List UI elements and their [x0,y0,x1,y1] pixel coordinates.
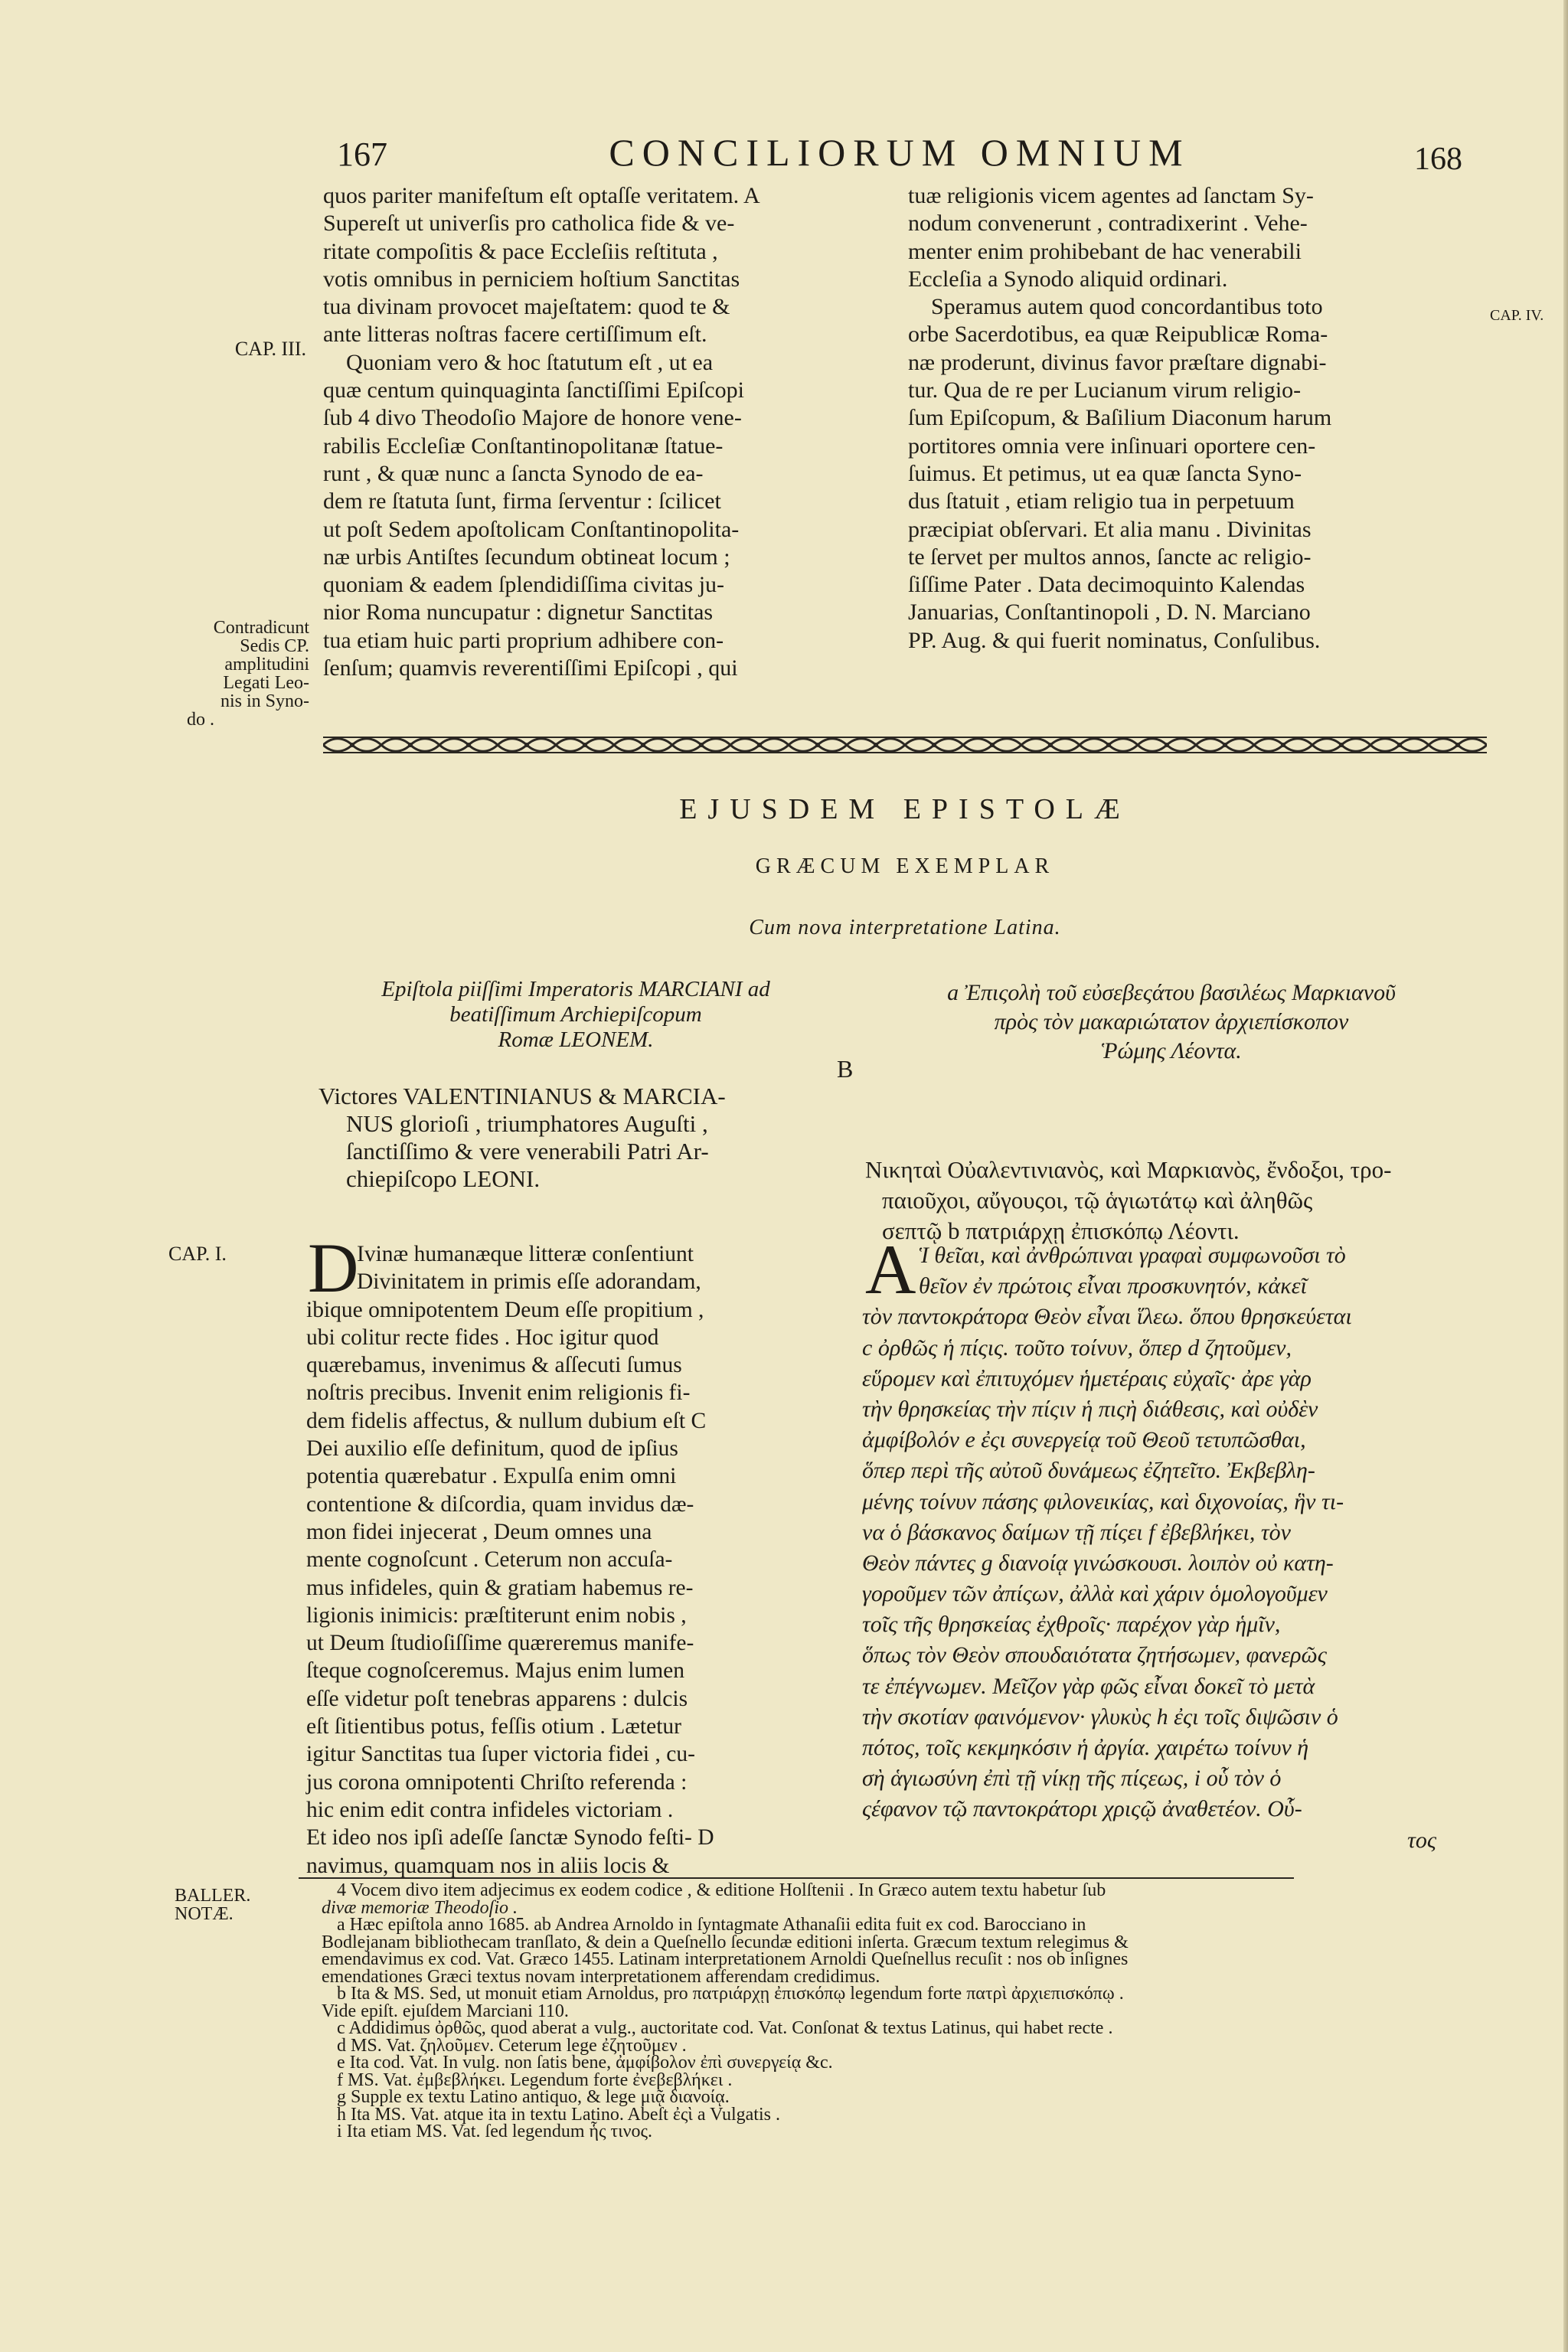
footnote-line: Bodlejanam bibliothecam tranſlato, & dein a Queſnello ſecundæ editioni inſerta. Græcum textum relegimus & [322,1932,1129,1952]
footnote-rule [299,1877,1294,1879]
footnote-line: h Ita MS. Vat. atque ita in textu Latino. Abeſt ἐςὶ a Vulgatis . [337,2104,780,2125]
margin-line: Legati Leo- [223,673,309,693]
text-line: ὅπως τὸν Θεὸν σπουδαιότατα ζητήσωμεν, φανερῶς [862,1642,1327,1668]
text-line: næ urbis Antiſtes ſecundum obtineat locum ; [323,544,730,570]
footnote-line: e Ita cod. Vat. In vulg. non ſatis bene, ἀμφίβολον ἐπὶ συνεργείᾳ &c. [337,2053,833,2073]
footnote-line: a Hæc epiſtola anno 1685. ab Andrea Arnoldo in ſyntagmate Athanaſii edita fuit ex cod. Barocciano in [337,1915,1086,1935]
greek-address [865,1155,1478,1246]
greek-letter-title [873,978,1470,1066]
text-line: mente cognoſcunt . Ceterum non accuſa- [306,1547,673,1573]
margin-letter-b: B [837,1055,854,1083]
text-line: præcipiat obſervari. Et alia manu . Divinitas [908,516,1312,542]
footnote-line: c Addidimus ὀρθῶς, quod aberat a vulg., auctoritate cod. Vat. Conſonat & textus Latinus, qui habet recte . [337,2018,1113,2038]
text-line: nodum convenerunt , contradixerint . Vehe- [908,211,1308,237]
margin-line: NOTÆ. [175,1904,234,1924]
text-line: ſteque cognoſceremus. Majus enim lumen [306,1658,684,1684]
margin-line: Contradicunt [213,618,309,638]
text-line: igitur Sanctitas tua ſuper victoria fidei , cu- [306,1742,695,1767]
drop-cap-greek: Α [865,1230,916,1308]
text-line: μένης τοίνυν πάσης φιλονεικίας, καὶ διχονοίας, ἣν τι- [862,1488,1344,1514]
title-line: Romæ LEONEM. [498,1027,654,1052]
address-line: παιοῦχοι, αὔγουςοι, τῷ ἁγιωτάτῳ καὶ ἀληθῶς [882,1187,1313,1214]
section-subtitle-italic: Cum nova interpretatione Latina. [749,916,1061,939]
text-line: θεῖον ἐν πρώτοις εἶναι προσκυνητόν, κἀκεῖ [919,1273,1307,1299]
text-line: eſſe videtur poſt tenebras apparens : dulcis [306,1686,688,1711]
margin-baller-notae [175,1886,282,1923]
text-line: γοροῦμεν τῶν ἀπίςων, ἀλλὰ καὶ χάριν ὁμολογοῦμεν [862,1581,1328,1607]
text-line: mus infideles, quin & gratiam habemus re- [306,1575,694,1600]
address-line: Νικηταὶ Οὐαλεντινιανὸς, καὶ Μαρκιανὸς, ἔνδοξοι, τρο- [865,1156,1392,1183]
text-line: quærebamus, invenimus & aſſecuti ſumus [306,1353,682,1378]
section-title: EJUSDEM EPISTOLÆ [679,793,1131,825]
text-line: menter enim prohibebant de hac venerabili [908,238,1302,264]
text-line: εὕρομεν καὶ ἐπιτυχόμεν ἡμετέραις εὐχαῖς· ἀρε γὰρ [862,1365,1312,1391]
text-line: τε ἐπέγνωμεν. Μεῖζον γὰρ φῶς εἶναι δοκεῖ τὸ μετὰ [862,1673,1315,1699]
address-line: chiepiſcopo LEONI. [346,1165,541,1192]
text-line: ὅπερ περὶ τῆς αὐτοῦ δυνάμεως ἐζητεῖτο. Ἐκβεβλη- [862,1458,1315,1484]
text-line: mon fidei injecerat , Deum omnes una [306,1519,652,1544]
footnote-line: g Supple ex textu Latino antiquo, & lege μιᾷ διανοίᾳ. [337,2087,730,2107]
text-line: potentia quærebatur . Expulſa enim omni [306,1464,677,1489]
address-line: NUS glorioſi , triumphatores Auguſti , [346,1110,708,1137]
text-line: Januarias, Conſtantinopoli , D. N. Marciano [908,599,1311,626]
text-line: tuæ religionis vicem agentes ad ſanctam Sy- [908,183,1314,208]
text-line: πότος, τοῖς κεκμηκόσιν ἡ ἀργία. χαιρέτω τοίνυν ἡ [862,1735,1309,1760]
text-line: ſenſum; quamvis reverentiſſimi Epiſcopi , qui [323,655,738,681]
text-line: runt , & quæ nunc a ſancta Synodo de ea- [323,460,704,486]
running-title: CONCILIORUM OMNIUM [609,131,1191,174]
text-line: tua divinam provocet majeſtatem: quod te & [323,294,730,320]
top-right-column [908,182,1490,655]
margin-line: do . [187,710,214,730]
latin-body [306,1229,888,1880]
text-line: votis omnibus in perniciem hoſtium Sanctitas [323,266,740,292]
address-line: ſanctiſſimo & vere venerabili Patri Ar- [346,1138,709,1165]
text-line: ibique omnipotentem Deum eſſe propitium , [306,1297,704,1322]
text-line: rabilis Eccleſiæ Conſtantinopolitanæ ſtatue- [323,433,724,459]
drop-cap-latin: D [308,1229,359,1307]
footnote-line: b Ita & MS. Sed, ut monuit etiam Arnoldus, pro πατριάρχῃ ἐπισκόπῳ legendum forte πατρὶ ἀρχιεπισκόπῳ . [337,1984,1124,2004]
address-line: Victores VALENTINIANUS & MARCIA- [318,1083,726,1109]
text-line: jus corona omnipotenti Chriſto referenda : [306,1769,688,1795]
text-line: τος [1407,1827,1436,1853]
text-line: nior Roma nuncupatur : dignetur Sanctitas [323,599,714,626]
text-line: Ἱ θεῖαι, καὶ ἀνθρώπιναι γραφαὶ συμφωνοῦσι τὸ [919,1243,1346,1268]
text-line: ſum Epiſcopum, & Baſilium Diaconum harum [908,405,1332,431]
title-line: Ῥώμης Λέοντα. [1101,1038,1242,1063]
footnote-line: f MS. Vat. ἐμβεβλήκει. Legendum forte ἐνεβεβλήκει . [337,2069,733,2090]
latin-address [318,1083,867,1193]
title-line: πρὸς τὸν μακαριώτατον ἀρχιεπίσκοπον [994,1009,1349,1034]
text-line: PP. Aug. & qui fuerit nominatus, Conſulibus. [908,627,1321,653]
text-line: Ivinæ humanæque litteræ conſentiunt [357,1242,694,1266]
ornamental-band [323,735,1487,755]
text-line: næ proderunt, divinus favor præſtare dignabi- [908,349,1327,375]
text-line: τὴν θρησκείας τὴν πίςιν ἡ πιςὴ διάθεσις, καὶ οὐδὲν [862,1396,1318,1422]
title-line: beatiſſimum Archiepiſcopum [449,1002,702,1027]
text-line: Eccleſia a Synodo aliquid ordinari. [908,266,1228,292]
text-line: eſt ſitientibus potus, feſſis otium . Lætetur [306,1714,681,1740]
text-line: orbe Sacerdotibus, ea quæ Reipublicæ Roma- [908,322,1328,348]
text-line: noſtris precibus. Invenit enim religionis fi- [306,1380,691,1406]
latin-letter-title [323,977,828,1053]
text-line: tur. Qua de re per Lucianum virum religio- [908,377,1302,403]
margin-line: amplitudini [224,655,309,675]
text-line: contentione & diſcordia, quam invidus dæ- [306,1491,694,1517]
running-header [337,130,1462,184]
text-line: quæ centum quinquaginta ſanctiſſimi Epiſcopi [323,377,744,403]
text-line: ritate compoſitis & pace Eccleſiis reſtituta , [323,238,718,264]
text-line: τοῖς τῆς θρησκείας ἐχθροῖς· παρέχον γὰρ ἡμῖν, [862,1612,1281,1638]
footnote-line: emendavimus ex cod. Vat. Græco 1455. Latinam interpretationem Arnoldi Queſnellus recuſit : nos ob inſignes [322,1949,1129,1969]
text-line: ſuimus. Et petimus, ut ea quæ ſancta Syno- [908,460,1302,486]
text-line: ligionis inimicis: præſtiterunt enim nobis , [306,1602,687,1628]
margin-cap-iii: CAP. III. [234,338,306,360]
text-line: ſiſſime Pater . Data decimoquinto Kalendas [908,572,1305,598]
text-line: τὴν σκοτίαν φαινόμενον· γλυκὺς h ἐςι τοῖς διψῶσιν ὁ [862,1704,1338,1730]
address-line: σεπτῷ b πατριάρχῃ ἐπισκόπῳ Λέοντι. [882,1217,1240,1244]
margin-contradicunt [182,619,309,729]
text-line: tua etiam huic parti proprium adhibere con- [323,627,724,653]
footnote-line: 4 Vocem divo item adjecimus ex eodem codice , & editione Holſtenii . In Græco autem textu habetur ſub [337,1880,1106,1900]
footnote-line: divæ memoriæ Theodoſio . [322,1897,518,1918]
section-subtitle: GRÆCUM EXEMPLAR [755,854,1055,878]
text-line: portitores omnia vere inſinuari oportere cen- [908,433,1316,459]
text-line: quos pariter manifeſtum eſt optaſſe veritatem. A [323,183,760,208]
text-line: σὴ ἁγιωσύνη ἐπὶ τῇ νίκῃ τῆς πίςεως, i οὗ τὸν ὁ [862,1766,1282,1792]
footnote-line: i Ita etiam MS. Vat. ſed legendum ἧς τινος. [337,2122,653,2141]
text-line: ubi colitur recte fides . Hoc igitur quod [306,1325,659,1350]
text-line: Θεὸν πάντες g διανοίᾳ γινώσκουσι. λοιπὸν οὐ κατη- [862,1550,1334,1576]
text-line: ut poſt Sedem apoſtolicam Conſtantinopolita- [323,516,740,542]
page-number-left: 167 [337,136,387,173]
page-number-right: 168 [1414,142,1462,177]
text-line: c ὀρθῶς ἡ πίςις. τοῦτο τοίνυν, ὅπερ d ζητοῦμεν, [862,1334,1292,1361]
margin-line: Sedis CP. [240,636,309,656]
text-line: ςέφανον τῷ παντοκράτορι χριςῷ ἀναθετέον. Οὗ- [862,1796,1302,1822]
margin-cap-i: CAP. I. [168,1243,227,1265]
page-edge [1563,0,1568,2352]
text-line: dem fidelis affectus, & nullum dubium eſt C [306,1408,707,1433]
title-line: Epiſtola piiſſimi Imperatoris MARCIANI ad [381,977,770,1001]
top-left-column [323,182,874,682]
text-line: dem re ſtatuta ſunt, firma ſerventur : ſcilicet [323,488,721,514]
text-line: dus ſtatuit , etiam religio tua in perpetuum [908,488,1295,514]
text-line: ut Deum ſtudioſiſſime quæreremus manife- [306,1631,694,1656]
text-line: navimus, quamquam nos in aliis locis & [306,1853,670,1878]
text-line: να ὁ βάσκανος δαίμων τῇ πίςει f ἐβεβλήκει, τὸν [862,1519,1291,1545]
title-line: a Ἐπιςολὴ τοῦ εὐσεβεςάτου βασιλέως Μαρκιανοῦ [947,980,1396,1005]
text-line: quoniam & eadem ſplendidiſſima civitas ju- [323,572,725,598]
text-line: τὸν παντοκράτορα Θεὸν εἶναι ἵλεω. ὅπου θρησκεύεται [862,1304,1352,1330]
margin-line: nis in Syno- [220,691,309,711]
margin-cap-iv: CAP. IV. [1490,307,1544,324]
text-line: Speramus autem quod concordantibus toto [931,294,1323,320]
text-line: ante litteras noſtras facere certiſſimum eſt. [323,322,707,348]
text-line: Quoniam vero & hoc ſtatutum eſt , ut ea [346,349,714,375]
footnote-line: emendationes Græci textus novam interpretationem afferendam credidimus. [322,1966,880,1987]
footnote-line: d MS. Vat. ζηλοῦμεν. Ceterum lege ἐζητοῦμεν . [337,2035,687,2056]
text-line: Divinitatem in primis eſſe adorandam, [357,1269,701,1295]
text-line: hic enim edit contra infideles victoriam . [306,1797,674,1822]
text-line: te ſervet per multos annos, ſancte ac religio- [908,544,1312,570]
text-line: Supereſt ut univerſis pro catholica fide & ve- [323,211,735,237]
footnotes [322,1882,1485,2141]
text-line: ſub 4 divo Theodoſio Majore de honore vene- [323,405,742,431]
text-line: Et ideo nos ipſi adeſſe ſanctæ Synodo feſti- D [306,1825,714,1851]
margin-line: BALLER. [175,1886,251,1906]
text-line: Dei auxilio eſſe definitum, quod de ipſius [306,1436,678,1462]
footnote-line: Vide epiſt. ejuſdem Marciani 110. [322,2001,569,2021]
text-line: ἀμφίβολόν e ἐςι συνεργείᾳ τοῦ Θεοῦ τετυπῶσθαι, [862,1427,1306,1453]
